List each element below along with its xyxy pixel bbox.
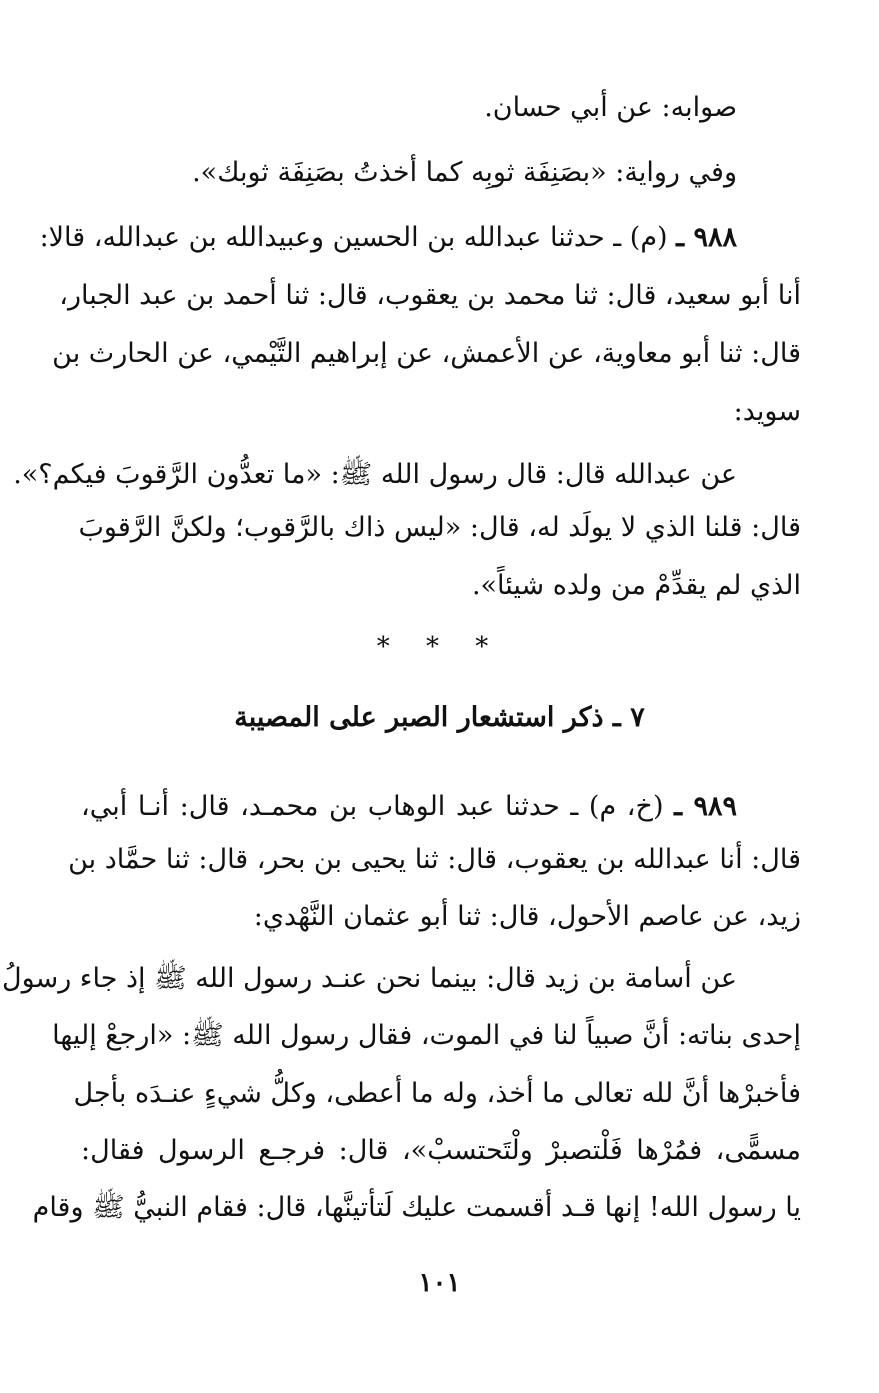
text-line: عن عبدالله قال: قال رسول الله ﷺ: «ما تعدُّون الرَّقوبَ فيكم؟».	[13, 459, 737, 490]
text-line: زيد، عن عاصم الأحول، قال: ثنا أبو عثمان النَّهْدي:	[253, 901, 801, 932]
hadith-989-first-line	[81, 787, 737, 827]
text-span: (م) ـ حدثنا عبدالله بن الحسين وعبيدالله بن عبدالله، قالا:	[39, 222, 677, 253]
text-line: قال: أنا عبدالله بن يعقوب، قال: ثنا يحيى بن بحر، قال: ثنا حمَّاد بن	[68, 844, 801, 875]
text-span: (خ، م) ـ حدثنا عبد الوهاب بن محمـد، قال: أنـا أبي،	[81, 791, 675, 822]
text-line: عن أسامة بن زيد قال: بينما نحن عنـد رسول الله ﷺ إذ جاء رسولُ	[2, 963, 737, 994]
text-line: إحدى بناته: أنَّ صبياً لنا في الموت، فقال رسول الله ﷺ: «ارجعْ إليها	[52, 1020, 801, 1051]
text-line: سويد:	[733, 396, 801, 427]
text-line: مسمًّى، فمُرْها فَلْتصبرْ ولْتَحتسبْ»، قال: فرجـع الرسول فقال:	[81, 1135, 801, 1166]
hadith-number: ٩٨٨ ـ	[676, 222, 737, 253]
text-line: فأخبرْها أنَّ لله تعالى ما أخذ، وله ما أعطى، وكلُّ شيءٍ عنـدَه بأجل	[73, 1078, 801, 1109]
section-separator: * * *	[376, 632, 503, 662]
text-line: يا رسول الله! إنها قـد أقسمت عليك لَتأتينَّها، قال: فقام النبيُّ ﷺ وقام	[32, 1192, 801, 1223]
text-line: وفي رواية: «بصَنِفَة ثوبِه كما أخذتُ بصَنِفَة ثوبك».	[192, 157, 737, 188]
hadith-988-first-line	[39, 218, 737, 258]
hadith-number: ٩٨٩ ـ	[674, 791, 737, 822]
text-line: قال: قلنا الذي لا يولَد له، قال: «ليس ذاك بالرَّقوب؛ ولكنَّ الرَّقوبَ	[78, 512, 801, 543]
text-line: قال: ثنا أبو معاوية، عن الأعمش، عن إبراهيم التَّيْمي، عن الحارث بن	[52, 338, 801, 369]
text-line: صوابه: عن أبي حسان.	[484, 92, 737, 123]
page-number: ١٠١	[418, 1268, 461, 1298]
text-line: أنا أبو سعيد، قال: ثنا محمد بن يعقوب، قال: ثنا أحمد بن عبد الجبار،	[59, 280, 801, 311]
text-line: الذي لم يقدِّمْ من ولده شيئاً».	[471, 570, 801, 601]
section-heading: ٧ ـ ذكر استشعار الصبر على المصيبة	[234, 702, 645, 733]
